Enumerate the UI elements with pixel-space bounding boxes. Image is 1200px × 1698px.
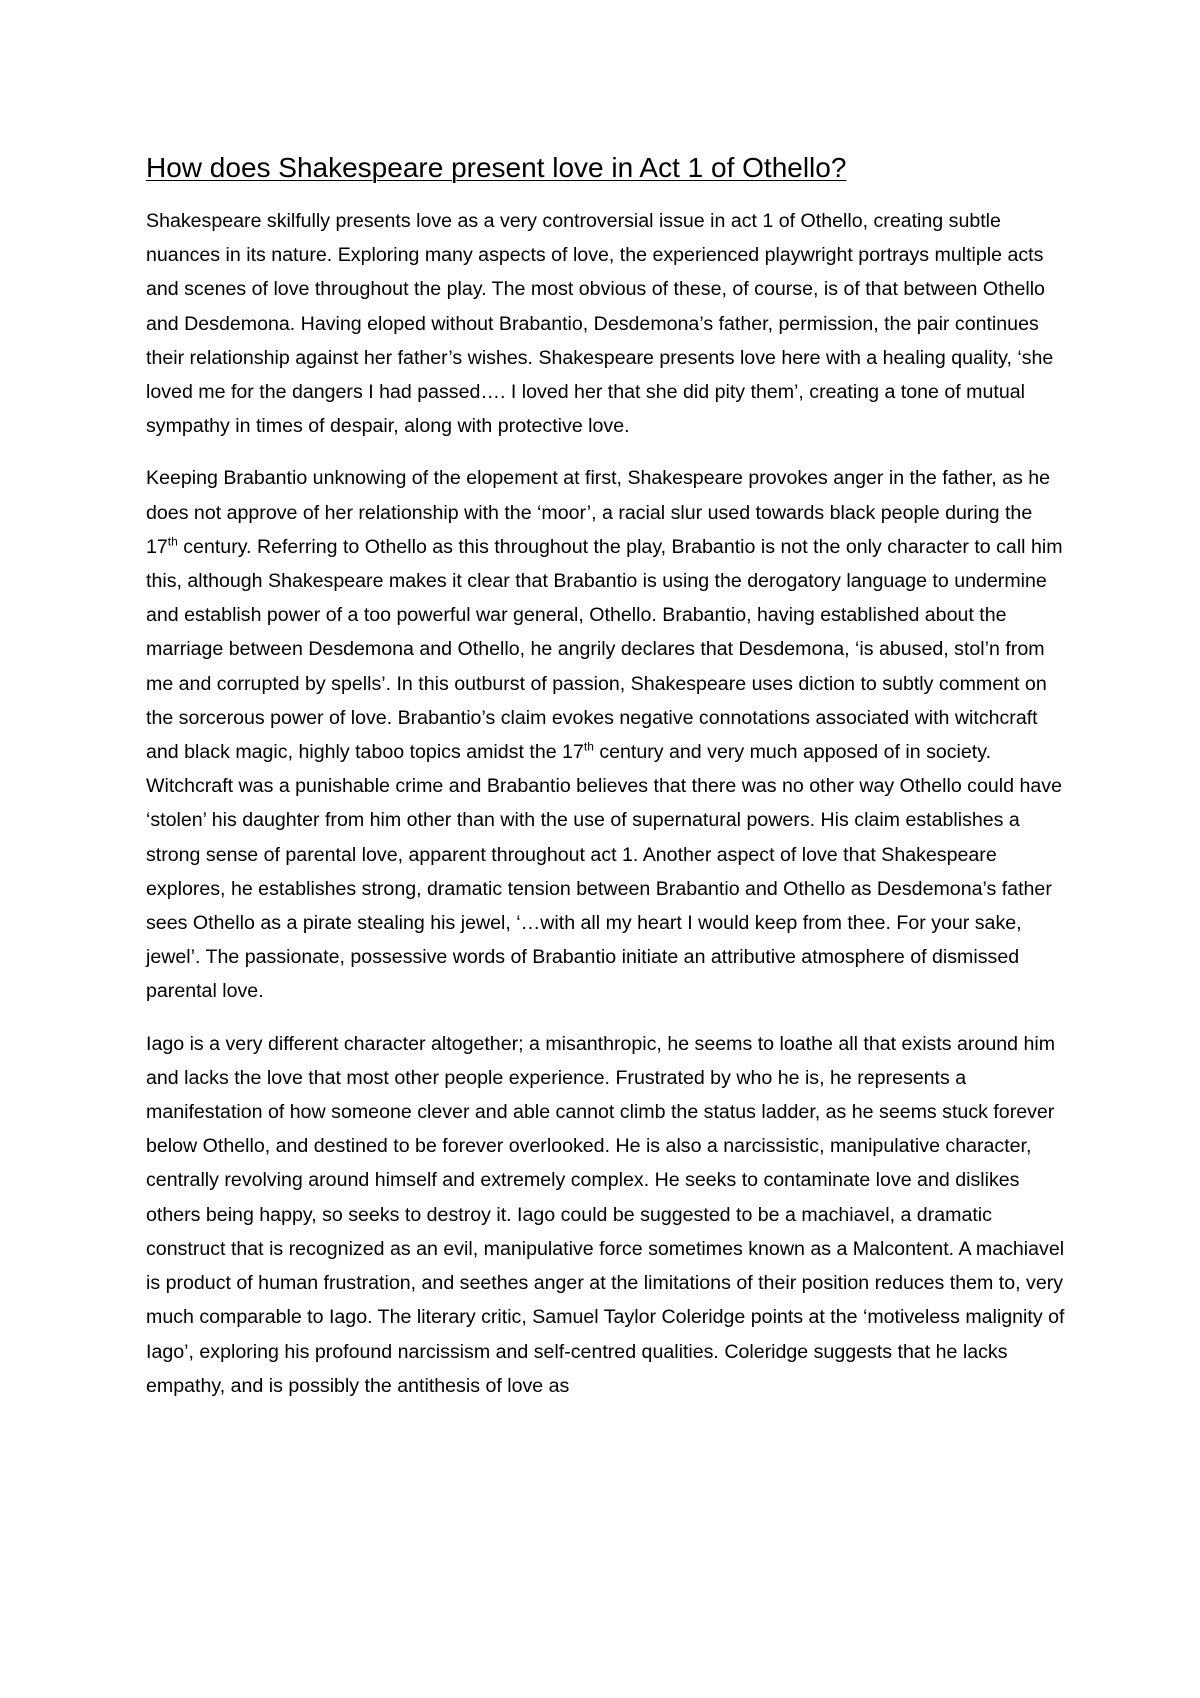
paragraph-3: Iago is a very different character altogether; a misanthropic, he seems to loathe all that exists around him and lacks the love that most other people experience. Frustrated by who he is, he represents a manifestation of how someone clever and able cannot climb the status ladder, as he seems stuck forever below Othello, and destined to be forever overlooked. He is also a narcissistic, manipulative character, centrally revolving around himself and extremely complex. He seeks to contaminate love and dislikes others being happy, so seeks to destroy it. Iago could be suggested to be a machiavel, a dramatic construct that is recognized as an evil, manipulative force sometimes known as a Malcontent. A machiavel is product of human frustration, and seethes anger at the limitations of their position reduces them to, very much comparable to Iago. The literary critic, Samuel Taylor Coleridge points at the ‘motiveless malignity of Iago’, exploring his profound narcissism and self-centred qualities. Coleridge suggests that he lacks empathy, and is possibly the antithesis of love as (146, 1032, 1065, 1397)
paragraph-2-text-3: century and very much apposed of in society. Witchcraft was a punishable crime and Brabantio believes that there was no other way Othello could have ‘stolen’ his daughter from him other than with the use of supernatural powers. His claim establishes a strong sense of parental love, apparent throughout act 1. Another aspect of love that Shakespeare explores, he establishes strong, dramatic tension between Brabantio and Othello as Desdemona’s father sees Othello as a pirate stealing his jewel, ‘…with all my heart I would keep from thee. For your sake, jewel’. The passionate, possessive words of Brabantio initiate an attributive atmosphere of dismissed parental love. (146, 741, 1062, 1003)
superscript-th-1: th (167, 534, 178, 549)
paragraph-1: Shakespeare skilfully presents love as a very controversial issue in act 1 of Othello, creating subtle nuances in its nature. Exploring many aspects of love, the experienced playwright portrays multiple acts and scenes of love throughout the play. The most obvious of these, of course, is of that between Othello and Desdemona. Having eloped without Brabantio, Desdemona’s father, permission, the pair continues their relationship against her father’s wishes. Shakespeare presents love here with a healing quality, ‘she loved me for the dangers I had passed…. I loved her that she did pity them’, creating a tone of mutual sympathy in times of despair, along with protective love. (146, 210, 1054, 438)
superscript-th-2: th (583, 739, 594, 754)
document-body (146, 150, 1066, 1421)
paragraph-2-text-2: century. Referring to Othello as this throughout the play, Brabantio is not the only character to call him this, although Shakespeare makes it clear that Brabantio is using the derogatory language to undermine and establish power of a too powerful war general, Othello. Brabantio, having established about the marriage between Desdemona and Othello, he angrily declares that Desdemona, ‘is abused, stol’n from me and corrupted by spells’. In this outburst of passion, Shakespeare uses diction to subtly comment on the sorcerous power of love. Brabantio’s claim evokes negative connotations associated with witchcraft and black magic, highly taboo topics amidst the 17 (146, 535, 1063, 764)
essay-title: How does Shakespeare present love in Act 1 of Othello? (146, 152, 847, 183)
paragraph-2 (146, 461, 1066, 1008)
paragraph-2-text-1: Keeping Brabantio unknowing of the elopement at first, Shakespeare provokes anger in the father, as he does not approve of her relationship with the ‘moor’, a racial slur used towards black people during the 17 (146, 467, 1051, 558)
